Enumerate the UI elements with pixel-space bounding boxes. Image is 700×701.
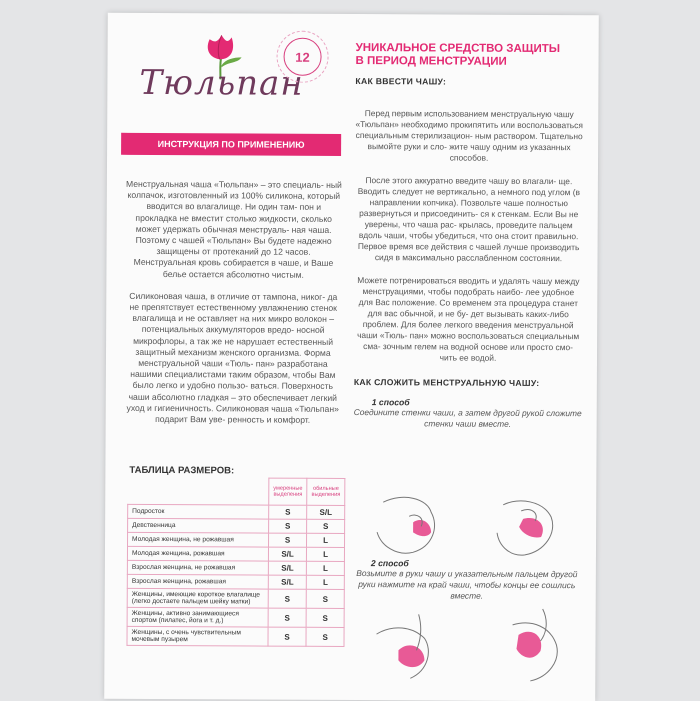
how-insert-heading: КАК ВВЕСТИ ЧАШУ: (355, 76, 447, 87)
method-1-title: 1 способ (371, 397, 410, 408)
benefits-paragraph: Силиконовая чаша, в отличие от тампона, никог- да не препятствует естественному увлажнению стенок влагалища и не оставляет на них микро волокон – потенциальных аккумуляторов вредо- носной микрофлоры, а так же не нарушает естественный защитный механизм женского организма. Форма менструальной чаши «Тюль- пан» разработана нашими специалистами таким образом, чтобы Вам было легко и удобно пользо- ваться. Поверхность чаши абсолютно гладкая – это обеспечивает легкий уход и гигиеничность. Силиконовая чаша «Тюльпан» подарит Вам уве- ренность и комфорт. (126, 290, 339, 425)
fold-method-1-illustration (373, 492, 573, 559)
instruction-title: ИНСТРУКЦИЯ ПО ПРИМЕНЕНИЮ (121, 133, 341, 156)
insert-paragraph-1: Перед первым использованием менструальную чашу «Тюльпан» необходимо прокипятить или воспользоваться специальным стерилизацион- ным раствором. Тщательно вымойте руки и сло- жите чашу одним из указанных способов. (355, 108, 583, 163)
size-row-label: Женщины, с очень чувствительным мочевым пузырем (127, 626, 268, 646)
size-moderate: S (268, 608, 306, 627)
size-moderate: S (269, 519, 307, 533)
left-column-text (124, 179, 343, 437)
method-2-title: 2 способ (370, 558, 409, 569)
method-2-text: Возьмите в руки чашу и указательным пальцем другой руки нажмите на край чаши, чтобы концы ее сошлись вместе. (356, 568, 578, 601)
table-row (128, 532, 345, 547)
size-heavy: L (306, 575, 344, 589)
instruction-leaflet (104, 13, 599, 701)
table-row (127, 574, 344, 589)
size-moderate: S/L (268, 561, 306, 575)
size-moderate: S (268, 589, 306, 608)
table-row (127, 607, 344, 627)
size-heavy: L (307, 561, 345, 575)
size-row-label: Молодая женщина, рожавшая (127, 546, 268, 561)
table-row (127, 626, 344, 646)
table-row (127, 546, 344, 561)
size-row-label: Женщины, имеющие короткое влагалище (легко достаете пальцем шейку матки) (127, 588, 268, 608)
unique-title-2: В ПЕРИОД МЕНСТРУАЦИИ (355, 55, 507, 68)
how-fold-heading: КАК СЛОЖИТЬ МЕНСТРУАЛЬНУЮ ЧАШУ: (353, 377, 540, 388)
size-heavy: S (306, 608, 344, 627)
fold-method-2-illustration (372, 604, 582, 685)
table-row (128, 518, 345, 533)
brand-name: Тюльпан (139, 62, 304, 104)
size-table (126, 477, 345, 647)
size-row-label: Молодая женщина, не рожавшая (128, 532, 269, 547)
size-heavy: L (307, 547, 345, 561)
method-2 (353, 558, 581, 602)
table-row (128, 504, 345, 519)
size-row-label: Девственница (128, 518, 269, 533)
insert-paragraph-2: После этого аккуратно введите чашу во влагали- ще. Вводить следует не вертикально, а немного под углом (в направлении копчика). Позвольте чаше полностью развернуться и присоединить- ся к стенкам. Если Вы не уверены, что чаша рас- крылась, проведите пальцем вдоль чаши, чтобы убедиться, что она стоит правильно. Первое время все действия с чашей лучше производить сидя в максимально расслабленном состоянии. (357, 175, 581, 264)
size-row-label: Взрослая женщина, не рожавшая (127, 560, 268, 575)
size-row-label: Женщины, активно занимающиеся спортом (пилатес, йога и т. д.) (127, 607, 268, 627)
size-table-title: ТАБЛИЦА РАЗМЕРОВ: (129, 464, 235, 477)
logo (137, 13, 367, 109)
size-heavy: S (307, 519, 345, 533)
size-moderate: S (269, 505, 307, 519)
method-1-text: Соедините стенки чаши, а затем другой рукой сложите стенки чаши вместе. (353, 407, 582, 429)
table-row (127, 588, 344, 608)
intro-paragraph: Менструальная чаша «Тюльпан» – это специаль- ный колпачок, изготовленный из 100% силикона, который вводится во влагалище. Ни один там- пон и прокладка не вместит столько жидкости, сколько может удержать обычная менструаль- ная чаша. Поэтому с чашей «Тюльпан» Вы будете надежно защищены от протеканий до 12 часов. Менструальная кровь собирается в чаше, и Ваше белье остается абсолютно чистым. (125, 178, 342, 280)
col-heavy: обильные выделения (307, 478, 345, 505)
size-moderate: S (268, 533, 306, 547)
unique-title-1: УНИКАЛЬНОЕ СРЕДСТВО ЗАЩИТЫ (355, 42, 561, 56)
protection-hours-badge: 12 (283, 38, 321, 76)
col-moderate: умеренные выделения (269, 478, 307, 505)
table-row (127, 560, 344, 575)
size-moderate: S/L (268, 547, 306, 561)
size-moderate: S (268, 627, 306, 646)
insert-paragraph-3: Можете потренироваться вводить и удалять чашу между менструациями, чтобы подобрать наибо- лее удобное для Вас положение. Со временем эта процедура станет для вас обычной, и не бу- дет вызывать каких-либо проблем. Для более легкого введения менструальной чаши «Тюль- пан» можно воспользоваться специальным сма- зочным гелем на водной основе или просто смо- чить ее водой. (357, 275, 580, 363)
size-heavy: S (306, 589, 344, 608)
size-moderate: S/L (268, 575, 306, 589)
size-heavy: S (306, 627, 344, 646)
size-heavy: S/L (307, 505, 345, 519)
right-column (354, 42, 584, 430)
size-row-label: Подросток (128, 504, 269, 519)
size-table-corner (128, 477, 269, 505)
size-heavy: L (307, 533, 345, 547)
size-row-label: Взрослая женщина, рожавшая (127, 574, 268, 589)
